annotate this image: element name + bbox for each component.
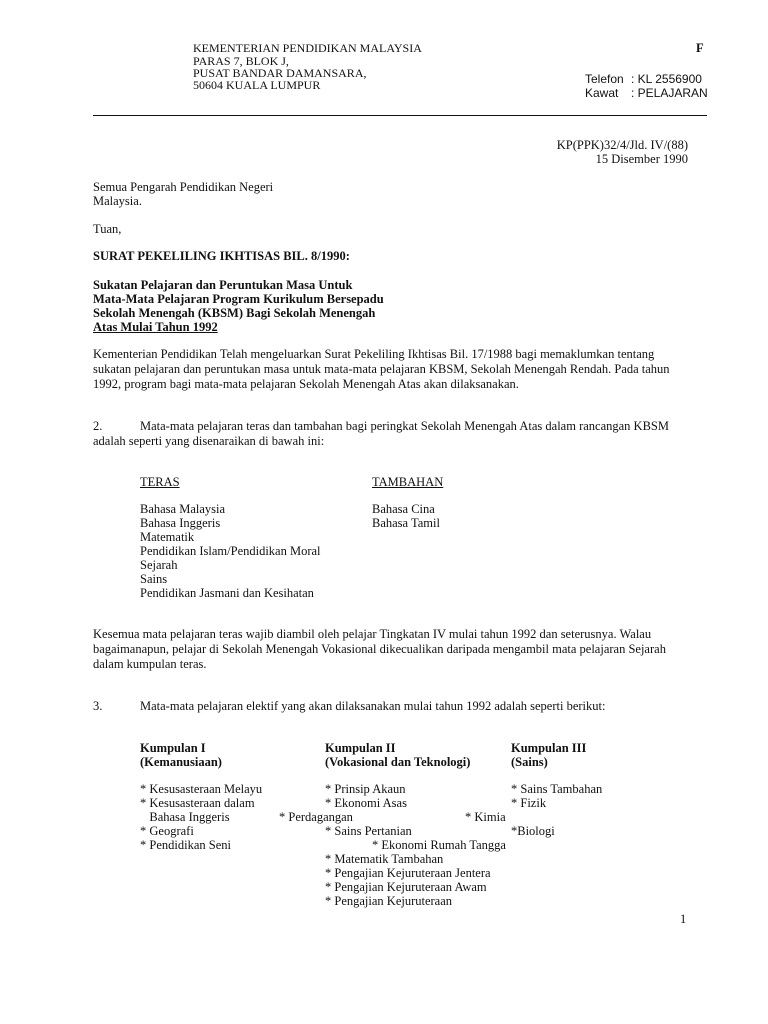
list-item: Sejarah	[140, 558, 178, 572]
kumpulan-1-list	[140, 782, 262, 852]
reference-number: KP(PPK)32/4/Jld. IV/(88)	[556, 138, 688, 152]
list-item: * Kimia	[465, 810, 506, 824]
letter-date: 15 Disember 1990	[595, 152, 688, 166]
kumpulan-3-subtitle: (Sains)	[511, 755, 548, 769]
list-item: * Prinsip Akaun	[325, 782, 406, 796]
kumpulan-2-header	[325, 741, 470, 769]
subject-line: Mata-Mata Pelajaran Program Kurikulum Bersepadu	[93, 292, 384, 306]
circular-title: SURAT PEKELILING IKHTISAS BIL. 8/1990:	[93, 249, 350, 263]
list-item: * Pengajian Kejuruteraan	[325, 894, 453, 908]
list-item: Matematik	[140, 530, 195, 544]
list-item: * Ekonomi Rumah Tangga	[372, 838, 506, 852]
kumpulan-1-subtitle: (Kemanusiaan)	[140, 755, 222, 769]
list-item: Bahasa Tamil	[372, 516, 440, 530]
address-line: PARAS 7, BLOK J,	[193, 54, 289, 68]
salutation: Tuan,	[93, 222, 122, 236]
recipient-line: Semua Pengarah Pendidikan Negeri	[93, 180, 274, 194]
recipient-line: Malaysia.	[93, 194, 142, 208]
tambahan-list	[372, 502, 440, 530]
corner-mark: F	[696, 41, 704, 55]
list-item: * Geografi	[140, 824, 194, 838]
tambahan-heading: TAMBAHAN	[372, 475, 444, 489]
paragraph-core-subjects: Kesemua mata pelajaran teras wajib diambil oleh pelajar Tingkatan IV mulai tahun 1992 dan seterusnya. Walau bagaimanapun, pelajar di Sekolah Menengah Vokasional dikecualikan daripada mengambil mata pelajaran Sejarah dalam kumpulan teras.	[93, 627, 666, 671]
kumpulan-2-list-a	[325, 782, 407, 810]
list-item: Bahasa Inggeris	[140, 516, 221, 530]
list-item: * Ekonomi Asas	[325, 796, 407, 810]
telefon-label: Telefon	[585, 72, 624, 86]
subject-line: Sekolah Menengah (KBSM) Bagi Sekolah Menengah	[93, 306, 376, 320]
letterhead-divider	[93, 115, 707, 116]
kumpulan-1-header	[140, 741, 222, 769]
kumpulan-1-title: Kumpulan I	[140, 741, 206, 755]
subject-line: Sukatan Pelajaran dan Peruntukan Masa Untuk	[93, 278, 353, 292]
teras-list	[140, 502, 321, 600]
kumpulan-3-list	[511, 782, 602, 810]
kawat-label: Kawat	[585, 86, 619, 100]
list-item: * Kesusasteraan Melayu	[140, 782, 263, 796]
list-item: * Pengajian Kejuruteraan Jentera	[325, 866, 491, 880]
list-item: * Kesusasteraan dalam	[140, 796, 255, 810]
teras-heading: TERAS	[140, 475, 180, 489]
list-item: * Sains Pertanian	[325, 824, 412, 838]
list-item: Pendidikan Jasmani dan Kesihatan	[140, 586, 314, 600]
kumpulan-2-title: Kumpulan II	[325, 741, 396, 755]
list-item: Sains	[140, 572, 168, 586]
recipient	[93, 180, 273, 208]
list-item: * Fizik	[511, 796, 547, 810]
section-2-number: 2.	[93, 419, 103, 433]
kumpulan-3-header	[511, 741, 586, 769]
kumpulan-2-subtitle: (Vokasional dan Teknologi)	[325, 755, 471, 769]
list-item: * Sains Tambahan	[511, 782, 603, 796]
subject	[93, 278, 384, 334]
section-2-text	[93, 419, 687, 449]
list-item: * Perdagangan	[279, 810, 353, 824]
kawat-value: : PELAJARAN	[631, 86, 708, 100]
page-number: 1	[680, 912, 687, 926]
list-item: * Pengajian Kejuruteraan Awam	[325, 880, 487, 894]
list-item: Pendidikan Islam/Pendidikan Moral	[140, 544, 321, 558]
address-line: 50604 KUALA LUMPUR	[193, 78, 321, 92]
section-3-number: 3.	[93, 699, 103, 713]
address-line: PUSAT BANDAR DAMANSARA,	[193, 66, 367, 80]
list-item: Bahasa Cina	[372, 502, 435, 516]
subject-line: Atas Mulai Tahun 1992	[93, 320, 218, 334]
ministry-address	[193, 41, 422, 91]
address-line: KEMENTERIAN PENDIDIKAN MALAYSIA	[193, 41, 422, 55]
list-item: * Matematik Tambahan	[325, 852, 444, 866]
paragraph-intro: Kementerian Pendidikan Telah mengeluarkan Surat Pekeliling Ikhtisas Bil. 17/1988 bagi memaklumkan tentang sukatan pelajaran dan peruntukan masa untuk mata-mata pelajaran KBSM, Sekolah Menengah Rendah. Pada tahun 1992, program bagi mata-mata pelajaran Sekolah Menengah Atas akan dilaksanakan.	[93, 347, 670, 391]
list-item: Bahasa Inggeris	[140, 810, 230, 824]
telefon-value: : KL 2556900	[631, 72, 702, 86]
list-item: * Pendidikan Seni	[140, 838, 231, 852]
list-item: *Biologi	[511, 824, 555, 838]
kumpulan-2-list-c	[325, 852, 491, 908]
section-2-body: Mata-mata pelajaran teras dan tambahan bagi peringkat Sekolah Menengah Atas dalam rancangan KBSM adalah seperti yang disenaraikan di bawah ini:	[93, 419, 669, 448]
list-item: Bahasa Malaysia	[140, 502, 226, 516]
kumpulan-3-title: Kumpulan III	[511, 741, 587, 755]
section-3-text: Mata-mata pelajaran elektif yang akan dilaksanakan mulai tahun 1992 adalah seperti berikut:	[140, 699, 606, 713]
